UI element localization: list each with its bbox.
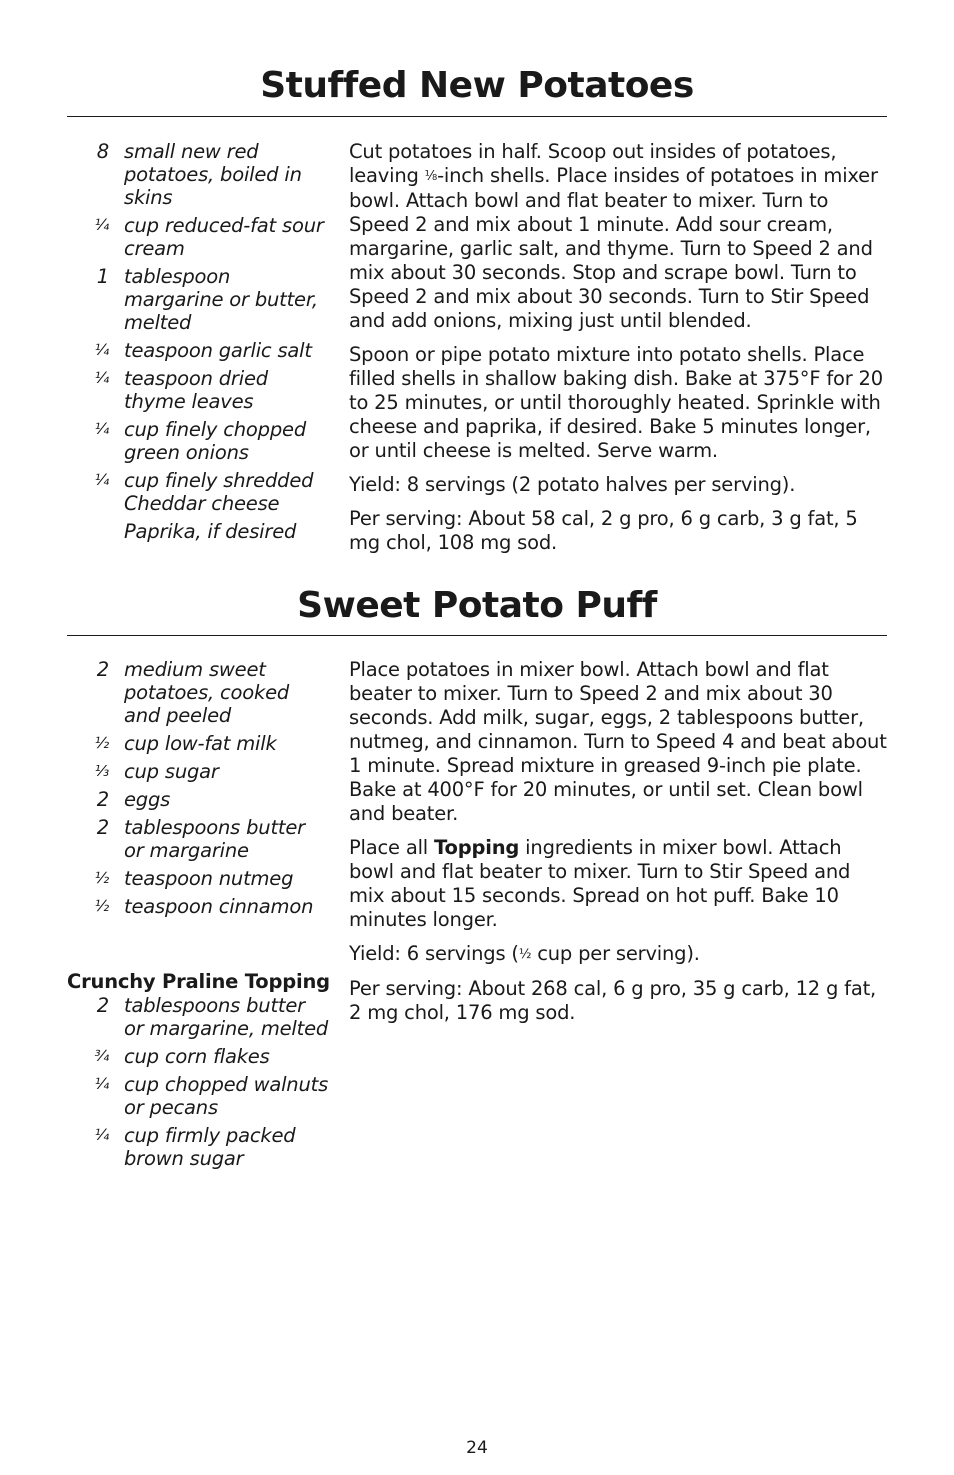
ingredient-item	[67, 994, 329, 1040]
topping-ingredient-list	[67, 994, 329, 1175]
ingredient-text: teaspoon nutmeg	[124, 867, 294, 890]
ingredient-text: cup corn flakes	[124, 1045, 270, 1068]
ingredient-item	[67, 816, 329, 862]
ingredient-item	[67, 1124, 329, 1170]
direction-fraction: ⅛	[424, 169, 438, 184]
ingredient-item	[67, 265, 329, 334]
ingredient-qty: 2	[96, 994, 109, 1017]
ingredient-item	[67, 418, 329, 464]
recipe-title: Sweet Potato Puff	[297, 585, 657, 626]
title-divider	[67, 116, 887, 117]
ingredient-qty: 2	[96, 816, 109, 839]
directions	[349, 658, 889, 1035]
direction-paragraph: Spoon or pipe potato mixture into potato shells. Place filled shells in shallow baking dish. Bake at 375°F for 20 to 25 minutes, or until thoroughly heated. Sprinkle with cheese and paprika, if desired. Bake 5 minutes longer, or until cheese is melted. Serve warm.	[349, 343, 883, 462]
ingredient-qty: ¾	[94, 1047, 109, 1065]
title-divider	[67, 635, 887, 636]
ingredient-text: teaspoon cinnamon	[124, 895, 314, 918]
ingredient-item	[67, 214, 329, 260]
ingredient-qty: 2	[96, 658, 109, 681]
topping-reference: Topping	[434, 836, 520, 859]
topping-heading: Crunchy Praline Topping	[67, 970, 330, 993]
ingredient-qty: ¼	[94, 1126, 109, 1144]
direction-text: Place all	[349, 836, 435, 859]
direction-paragraph: Place potatoes in mixer bowl. Attach bowl and flat beater to mixer. Turn to Speed 2 and mix about 30 seconds. Add milk, sugar, eggs, 2 tablespoons butter, nutmeg, and cinnamon. Turn to Speed 4 and beat about 1 minute. Spread mixture in greased 9-inch pie plate. Bake at 400°F for 20 minutes, or until set. Clean bowl and beater.	[349, 658, 887, 825]
ingredient-text: cup reduced-fat sour cream	[124, 214, 324, 260]
ingredient-text: cup sugar	[124, 760, 219, 783]
directions	[349, 140, 889, 565]
ingredient-item	[67, 1045, 329, 1068]
ingredient-item	[67, 788, 329, 811]
ingredient-text: cup finely shredded Cheddar cheese	[124, 469, 314, 515]
ingredient-qty: 8	[96, 140, 109, 163]
yield-text-part: Yield: 6 servings (	[349, 942, 519, 965]
ingredient-qty: ⅓	[94, 762, 109, 780]
ingredient-item	[67, 140, 329, 209]
ingredient-text: Paprika, if desired	[124, 520, 297, 543]
ingredient-text: small new red potatoes, boiled in skins	[124, 140, 302, 209]
ingredient-item	[67, 469, 329, 515]
direction-paragraph	[349, 140, 889, 333]
direction-text: ingredients in mixer bowl. Attach bowl and flat beater to mixer. Turn to Stir Speed and mix about 15 seconds. Spread on hot puff. Bake 10 minutes longer.	[349, 836, 851, 931]
direction-text: -inch shells. Place insides of potatoes in mixer bowl. Attach bowl and flat beater to mixer. Turn to Speed 2 and mix about 1 minute. Add sour cream, margarine, garlic salt, and thyme. Turn to Speed 2 and mix about 30 seconds. Stop and scrape bowl. Turn to Speed 2 and mix about 30 seconds. Turn to Stir Speed and add onions, mixing just until blended.	[349, 164, 878, 332]
ingredient-text: cup finely chopped green onions	[124, 418, 306, 464]
ingredient-item	[67, 760, 329, 783]
ingredient-qty: ½	[94, 734, 109, 752]
direction-paragraph	[349, 836, 889, 932]
nutrition-text: Per serving: About 268 cal, 6 g pro, 35 g carb, 12 g fat, 2 mg chol, 176 mg sod.	[349, 977, 877, 1024]
ingredient-text: cup chopped walnuts or pecans	[124, 1073, 329, 1119]
ingredient-qty: ¼	[94, 1075, 109, 1093]
ingredient-qty: ½	[94, 897, 109, 915]
ingredient-item	[67, 339, 329, 362]
ingredient-item	[67, 732, 329, 755]
ingredient-item	[67, 867, 329, 890]
ingredient-list	[67, 658, 329, 923]
ingredient-item	[67, 367, 329, 413]
ingredient-text: tablespoons butter or margarine	[124, 816, 305, 862]
ingredient-qty: ¼	[94, 369, 109, 387]
ingredient-text: cup low-fat milk	[124, 732, 277, 755]
ingredient-qty	[67, 520, 124, 543]
ingredient-qty: ¼	[94, 471, 109, 489]
yield-text-part: cup per serving).	[531, 942, 700, 965]
ingredient-text: medium sweet potatoes, cooked and peeled	[124, 658, 290, 727]
ingredient-qty: 1	[96, 265, 109, 288]
ingredient-item	[67, 658, 329, 727]
ingredient-qty: ¼	[94, 341, 109, 359]
ingredient-text: teaspoon dried thyme leaves	[124, 367, 268, 413]
ingredient-text: tablespoon margarine or butter, melted	[124, 265, 318, 334]
ingredient-list	[67, 140, 329, 548]
yield-text: Yield: 8 servings (2 potato halves per serving).	[349, 473, 796, 496]
ingredient-item	[67, 520, 329, 543]
ingredient-item	[67, 1073, 329, 1119]
yield-fraction: ½	[518, 947, 532, 962]
recipe-title: Stuffed New Potatoes	[260, 65, 694, 106]
ingredient-item	[67, 895, 329, 918]
yield-text	[349, 942, 889, 967]
direction-text: Cut potatoes in half. Scoop out insides of potatoes, leaving	[349, 140, 837, 187]
ingredient-qty: ¼	[94, 216, 109, 234]
nutrition-text: Per serving: About 58 cal, 2 g pro, 6 g carb, 3 g fat, 5 mg chol, 108 mg sod.	[349, 507, 858, 554]
ingredient-text: tablespoons butter or margarine, melted	[124, 994, 329, 1040]
ingredient-text: cup firmly packed brown sugar	[124, 1124, 296, 1170]
ingredient-qty: 2	[96, 788, 109, 811]
ingredient-text: teaspoon garlic salt	[124, 339, 312, 362]
page-number: 24	[466, 1438, 488, 1458]
ingredient-qty: ¼	[94, 420, 109, 438]
ingredient-qty: ½	[94, 869, 109, 887]
ingredient-text: eggs	[124, 788, 171, 811]
